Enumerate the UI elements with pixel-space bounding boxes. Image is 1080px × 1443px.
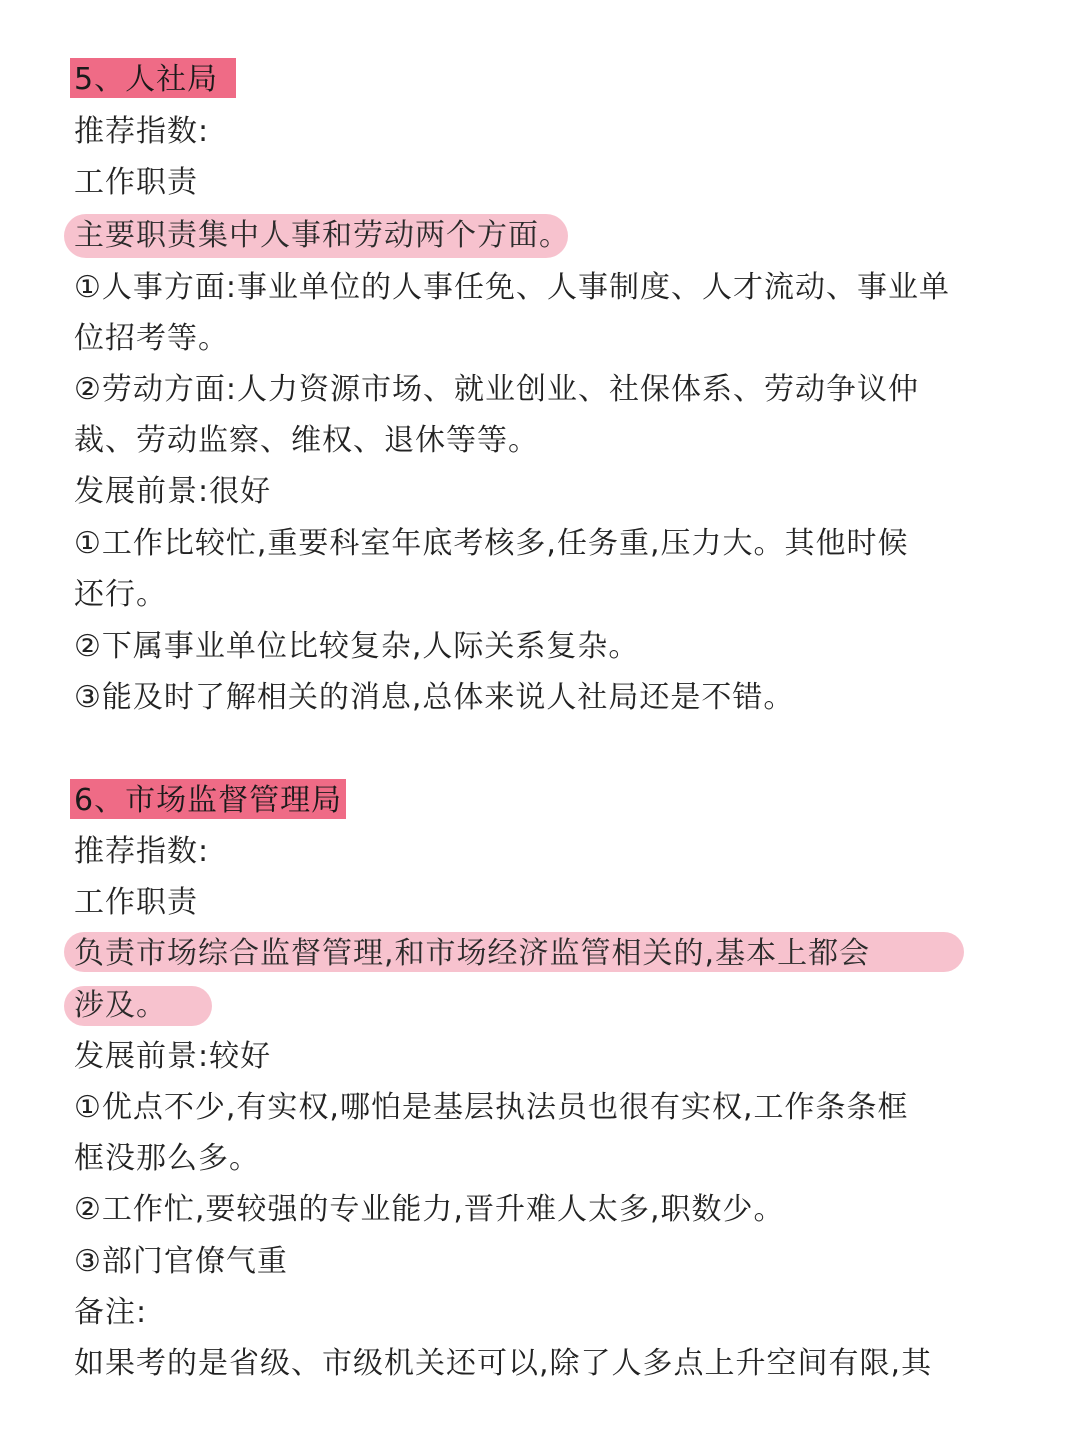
section-6-prospect-item: ②工作忙,要较强的专业能力,晋升难人太多,职数少。 <box>74 1192 785 1227</box>
section-6-title: 6、市场监督管理局 <box>74 783 343 818</box>
section-6-recommend-label: 推荐指数: <box>74 834 210 869</box>
section-5-prospect-label: 发展前景:很好 <box>74 474 272 509</box>
section-6-note-text: 如果考的是省级、市级机关还可以,除了人多点上升空间有限,其 <box>74 1346 933 1381</box>
section-6-prospect-item: ③部门官僚气重 <box>74 1244 288 1279</box>
section-5-prospect-item: ③能及时了解相关的消息,总体来说人社局还是不错。 <box>74 680 795 715</box>
section-5-duty-item: ②劳动方面:人力资源市场、就业创业、社保体系、劳动争议仲 <box>74 372 920 407</box>
section-5-duty-item: 位招考等。 <box>74 321 229 356</box>
section-5-duty-item: ①人事方面:事业单位的人事任免、人事制度、人才流动、事业单 <box>74 270 951 305</box>
section-6-duty-highlight-line: 负责市场综合监督管理,和市场经济监管相关的,基本上都会 <box>74 936 871 971</box>
section-5-prospect-item: 还行。 <box>74 577 167 612</box>
section-6-duty-label: 工作职责 <box>74 885 198 920</box>
section-5-duty-label: 工作职责 <box>74 165 198 200</box>
section-6-prospect-label: 发展前景:较好 <box>74 1039 272 1074</box>
section-6-prospect-item: 框没那么多。 <box>74 1141 260 1176</box>
section-5-prospect-item: ②下属事业单位比较复杂,人际关系复杂。 <box>74 629 640 664</box>
section-5-prospect-item: ①工作比较忙,重要科室年底考核多,任务重,压力大。其他时候 <box>74 526 909 561</box>
section-5-duty-item: 裁、劳动监察、维权、退休等等。 <box>74 423 539 458</box>
section-5-duty-highlight: 主要职责集中人事和劳动两个方面。 <box>74 218 570 253</box>
section-5-title: 5、人社局 <box>74 62 219 97</box>
section-5-recommend-label: 推荐指数: <box>74 114 210 149</box>
section-6-duty-highlight-line: 涉及。 <box>74 988 167 1023</box>
section-6-note-label: 备注: <box>74 1295 148 1330</box>
section-6-prospect-item: ①优点不少,有实权,哪怕是基层执法员也很有实权,工作条条框 <box>74 1090 909 1125</box>
